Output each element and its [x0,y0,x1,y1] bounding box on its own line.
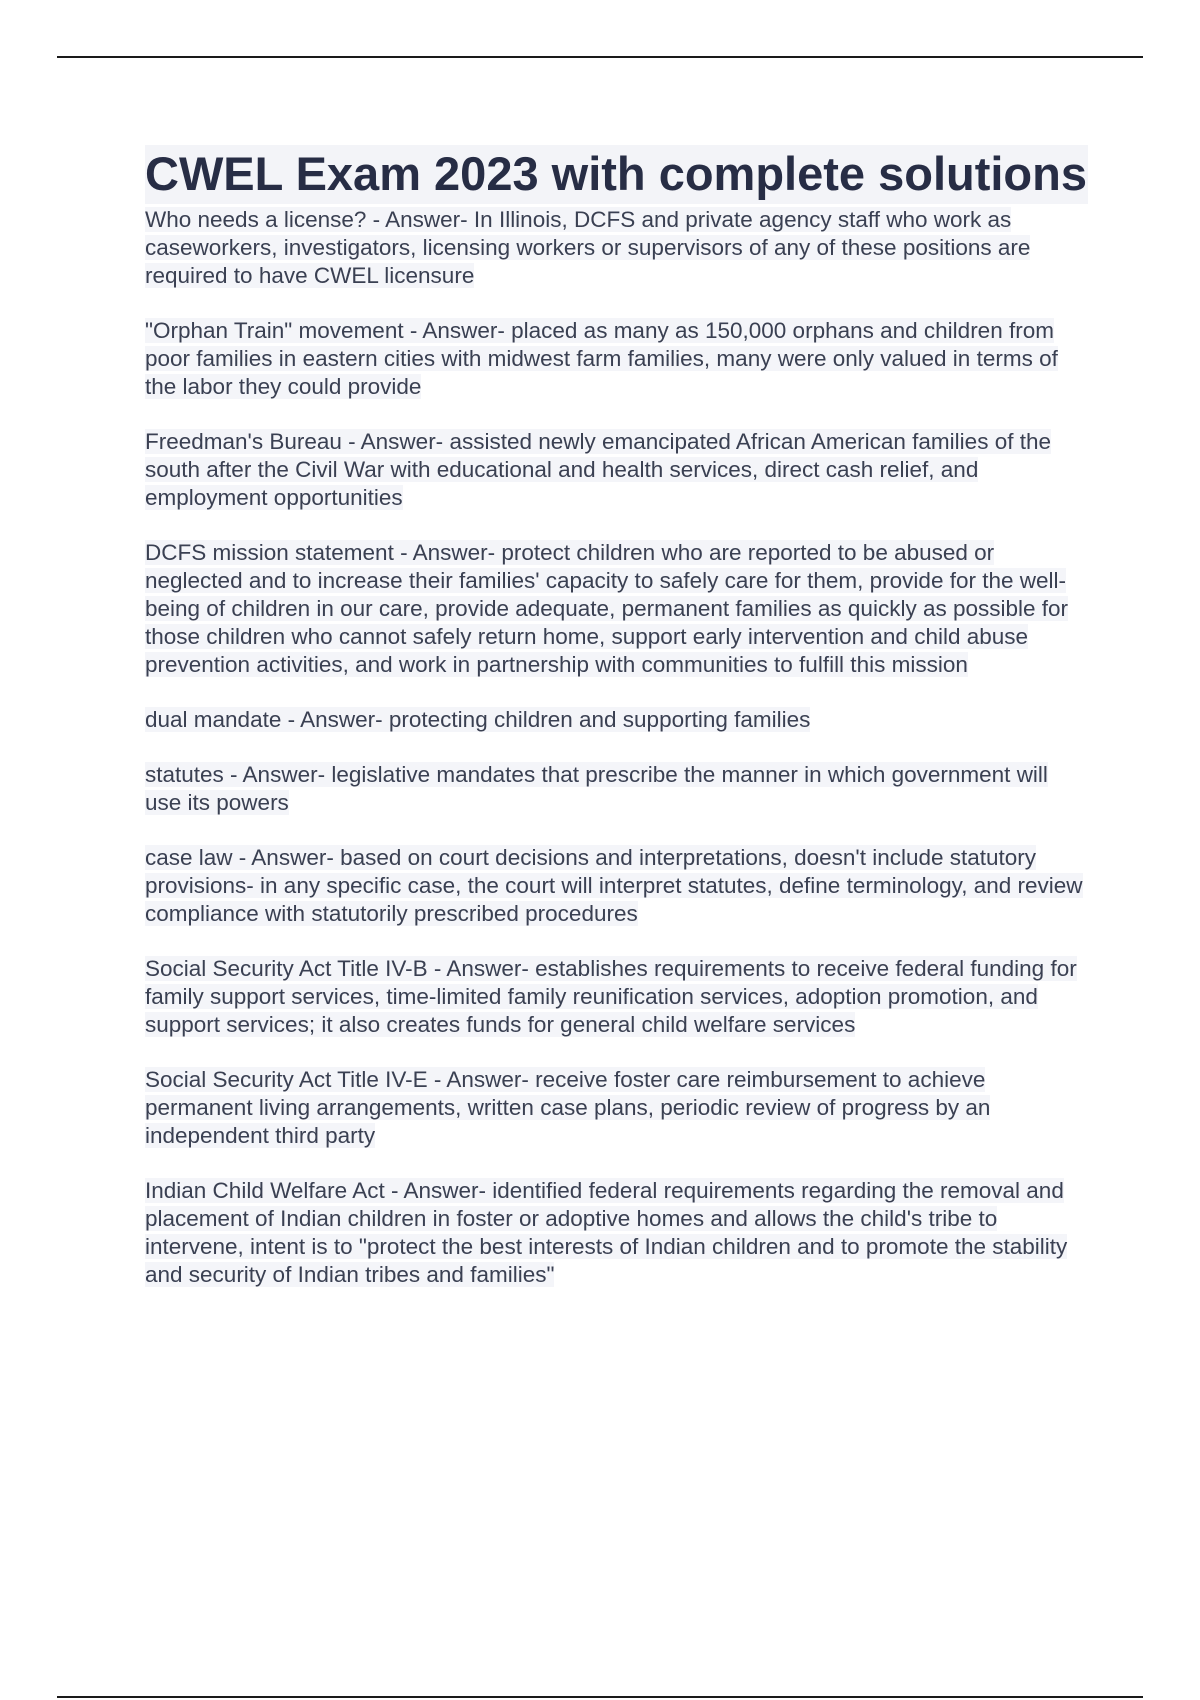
qa-answer: protect children who are reported to be abused or neglected and to increase their families' capacity to safely care for them, provide for the well-being of children in our care, provide adequate, permanent families as quickly as possible for those children who cannot safely return home, support early intervention and child abuse prevention activities, and work in partnership with communities to fulfill this mission [145,540,1069,677]
title-block [145,145,1088,204]
qa-answer: identified federal requirements regarding the removal and placement of Indian children in foster or adoptive homes and allows the child's tribe to intervene, intent is to "protect the best interests of Indian children and to promote the stability and security of Indian tribes and families" [145,1178,1068,1287]
qa-answer: establishes requirements to receive federal funding for family support services, time-limited family reunification services, adoption promotion, and support services; it also creates funds for general child welfare services [145,956,1077,1037]
qa-item: "Orphan Train" movement - Answer- placed as many as 150,000 orphans and children from poor families in eastern cities with midwest farm families, many were only valued in terms of the labor they could provide [145,318,1058,399]
qa-answer: In Illinois, DCFS and private agency staff who work as caseworkers, investigators, licensing workers or supervisors of any of these positions are required to have CWEL licensure [145,207,1031,288]
qa-item: statutes - Answer- legislative mandates that prescribe the manner in which government will use its powers [145,762,1048,815]
qa-term: Indian Child Welfare Act [145,1178,385,1203]
qa-term: case law [145,845,233,870]
qa-item: dual mandate - Answer- protecting children and supporting families [145,707,811,732]
page-title: CWEL Exam 2023 with complete solutions [145,147,1087,200]
qa-term: Social Security Act Title IV-E [145,1067,428,1092]
qa-term: Social Security Act Title IV-B [145,956,428,981]
qa-term: Who needs a license? [145,207,367,232]
top-rule [57,56,1143,58]
qa-item: Who needs a license? - Answer- In Illinois, DCFS and private agency staff who work as caseworkers, investigators, licensing workers or supervisors of any of these positions are required to have CWEL licensure [145,207,1031,288]
qa-item: DCFS mission statement - Answer- protect children who are reported to be abused or neglected and to increase their families' capacity to safely care for them, provide for the well-being of children in our care, provide adequate, permanent families as quickly as possible for those children who cannot safely return home, support early intervention and child abuse prevention activities, and work in partnership with communities to fulfill this mission [145,540,1069,677]
qa-item: Freedman's Bureau - Answer- assisted newly emancipated African American families of the south after the Civil War with educational and health services, direct cash relief, and employment opportunities [145,429,1051,510]
document-body [145,145,1088,1316]
qa-item: Social Security Act Title IV-E - Answer- receive foster care reimbursement to achieve permanent living arrangements, written case plans, periodic review of progress by an independent third party [145,1067,991,1148]
qa-term: Freedman's Bureau [145,429,342,454]
qa-answer: placed as many as 150,000 orphans and children from poor families in eastern cities with midwest farm families, many were only valued in terms of the labor they could provide [145,318,1058,399]
bottom-rule [57,1696,1143,1698]
qa-item: Social Security Act Title IV-B - Answer- establishes requirements to receive federal funding for family support services, time-limited family reunification services, adoption promotion, and support services; it also creates funds for general child welfare services [145,956,1077,1037]
qa-term: statutes [145,762,224,787]
qa-answer: based on court decisions and interpretations, doesn't include statutory provisions- in any specific case, the court will interpret statutes, define terminology, and review compliance with statutorily prescribed procedures [145,845,1083,926]
qa-item: Indian Child Welfare Act - Answer- identified federal requirements regarding the removal and placement of Indian children in foster or adoptive homes and allows the child's tribe to intervene, intent is to "protect the best interests of Indian children and to promote the stability and security of Indian tribes and families" [145,1178,1068,1287]
qa-answer: protecting children and supporting families [388,707,811,732]
qa-term: dual mandate [145,707,282,732]
qa-answer: assisted newly emancipated African American families of the south after the Civil War with educational and health services, direct cash relief, and employment opportunities [145,429,1051,510]
qa-term: DCFS mission statement [145,540,394,565]
qa-answer: receive foster care reimbursement to achieve permanent living arrangements, written case plans, periodic review of progress by an independent third party [145,1067,991,1148]
qa-term: "Orphan Train" movement [145,318,404,343]
qa-answer: legislative mandates that prescribe the manner in which government will use its powers [145,762,1048,815]
qa-item: case law - Answer- based on court decisions and interpretations, doesn't include statutory provisions- in any specific case, the court will interpret statutes, define terminology, and review compliance with statutorily prescribed procedures [145,845,1083,926]
